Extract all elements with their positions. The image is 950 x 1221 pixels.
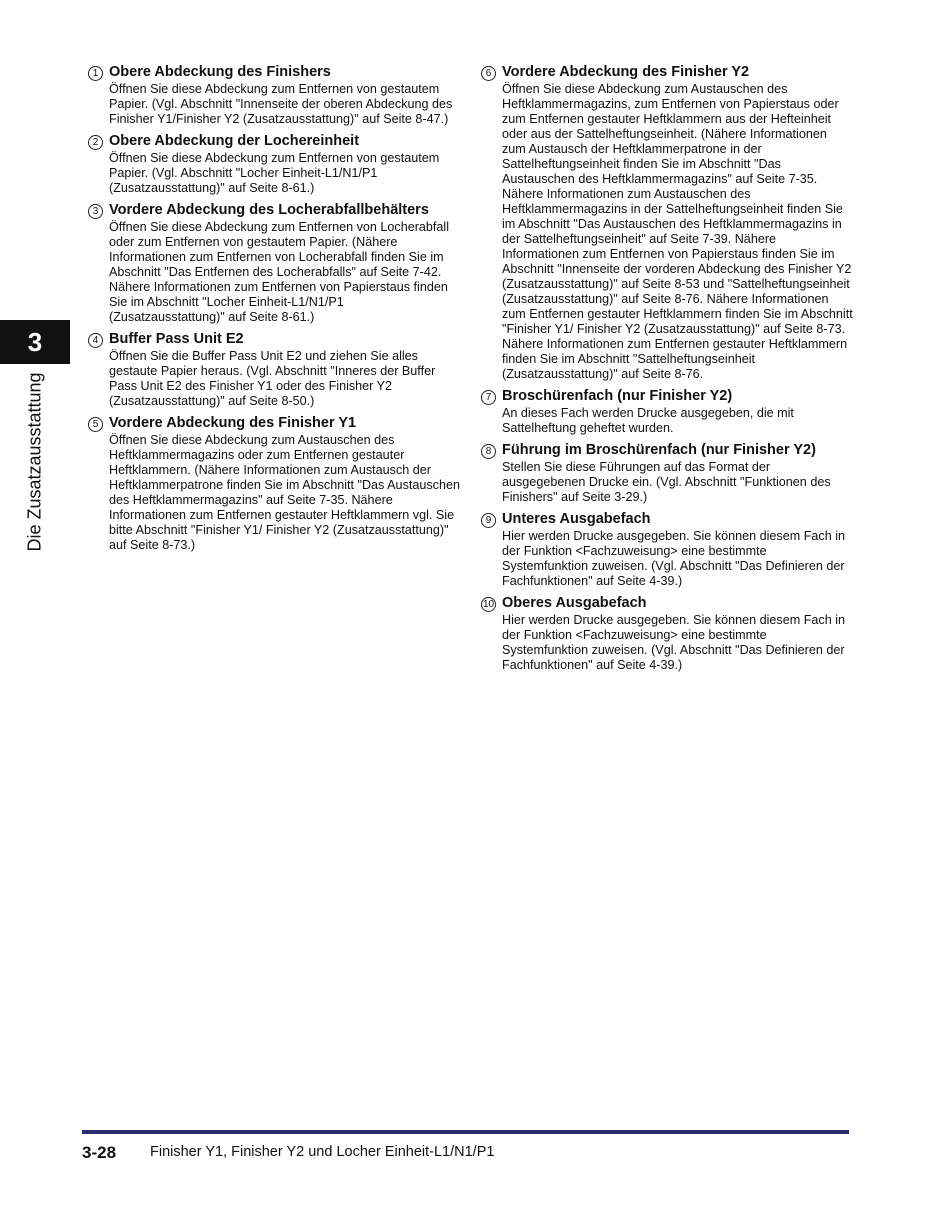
list-item	[481, 510, 853, 589]
list-item	[481, 63, 853, 382]
item-number-badge: 8	[481, 444, 496, 459]
item-number-badge: 10	[482, 599, 495, 610]
list-item	[88, 132, 460, 196]
list-item	[88, 201, 460, 325]
list-item	[88, 330, 460, 409]
item-description: Öffnen Sie diese Abdeckung zum Entfernen von gestautem Papier. (Vgl. Abschnitt "Locher Einheit-L1/N1/P1 (Zusatzausstattung)" auf Seite 8-61.)	[109, 151, 440, 195]
item-number-badge: 9	[481, 513, 496, 528]
item-description: Öffnen Sie die Buffer Pass Unit E2 und ziehen Sie alles gestaute Papier heraus. (Vgl. Abschnitt "Inneres der Buffer Pass Unit E2 des Finisher Y1 oder des Finisher Y2 (Zusatzausstattung)" auf Seite 8-50.)	[109, 349, 436, 408]
list-item	[88, 414, 460, 553]
page-number: 3-28	[82, 1143, 117, 1162]
right-column	[481, 63, 853, 678]
item-number-badge: 5	[88, 417, 103, 432]
list-item	[481, 594, 853, 673]
chapter-tab	[0, 320, 70, 364]
item-title: Vordere Abdeckung des Finisher Y2	[502, 64, 750, 80]
footer-divider	[82, 1130, 849, 1134]
item-title: Vordere Abdeckung des Finisher Y1	[109, 415, 357, 431]
item-number-badge: 7	[481, 390, 496, 405]
item-description: Öffnen Sie diese Abdeckung zum Entfernen von Locherabfall oder zum Entfernen von gestautem Papier. (Nähere Informationen zum Entfernen von Locherabfall finden Sie im Abschnitt "Das Entfernen des Locherabfalls" auf Seite 7-42. Nähere Informationen zum Entfernen von Papierstaus finden Sie im Abschnitt "Locher Einheit-L1/N1/P1 (Zusatzausstattung)" auf Seite 8-61.)	[109, 220, 450, 324]
item-title: Obere Abdeckung der Lochereinheit	[109, 133, 360, 149]
item-description: An dieses Fach werden Drucke ausgegeben, die mit Sattelheftung geheftet wurden.	[502, 406, 794, 435]
item-number-badge: 3	[88, 204, 103, 219]
list-item	[88, 63, 460, 127]
chapter-number: 3	[27, 326, 43, 357]
item-title: Vordere Abdeckung des Locherabfallbehälters	[109, 202, 429, 218]
list-item	[481, 441, 853, 505]
item-title: Broschürenfach (nur Finisher Y2)	[502, 388, 733, 404]
item-number-badge: 2	[88, 135, 103, 150]
item-description: Öffnen Sie diese Abdeckung zum Entfernen von gestautem Papier. (Vgl. Abschnitt "Innenseite der oberen Abdeckung des Finisher Y1/Finisher Y2 (Zusatzausstattung)" auf Seite 8-47.)	[109, 82, 453, 126]
item-number-badge: 1	[88, 66, 103, 81]
item-description: Öffnen Sie diese Abdeckung zum Austauschen des Heftklammermagazins oder zum Entfernen gestauter Heftklammern. (Nähere Informationen zum Austausch der Heftklammerpatrone finden Sie im Abschnitt "Das Austauschen des Heftklammermagazins" auf Seite 7-35. Nähere Informationen zum Entfernen gestauter Heftklammern vgl. Sie bitte Abschnitt "Finisher Y1/ Finisher Y2 (Zusatzausstattung)" auf Seite 8-73.)	[109, 433, 460, 552]
item-number-badge: 6	[481, 66, 496, 81]
item-description: Stellen Sie diese Führungen auf das Format der ausgegebenen Drucke ein. (Vgl. Abschnitt "Funktionen des Finishers" auf Seite 3-29.)	[502, 460, 831, 504]
item-title: Obere Abdeckung des Finishers	[109, 64, 331, 80]
chapter-side-text: Die Zusatzausstattung	[24, 372, 45, 552]
item-title: Unteres Ausgabefach	[502, 511, 651, 527]
item-number-badge: 4	[88, 333, 103, 348]
item-title: Führung im Broschürenfach (nur Finisher Y2)	[502, 442, 816, 458]
item-description: Hier werden Drucke ausgegeben. Sie können diesem Fach in der Funktion <Fachzuweisung> eine bestimmte Systemfunktion zuweisen. (Vgl. Abschnitt "Das Definieren der Fachfunktionen" auf Seite 4-39.)	[502, 613, 846, 672]
item-title: Buffer Pass Unit E2	[109, 331, 244, 347]
list-item	[481, 387, 853, 436]
left-column	[88, 63, 460, 558]
item-description: Öffnen Sie diese Abdeckung zum Austauschen des Heftklammermagazins, zum Entfernen von Papierstaus oder zum Entfernen gestauter Heftklammern aus der Hefteinheit oder aus der Sattelheftungseinheit. (Nähere Informationen zum Austausch der Heftklammerpatrone in der Sattelheftungseinheit finden Sie im Abschnitt "Das Austauschen des Heftklammermagazins" auf Seite 7-35. Nähere Informationen zum Austauschen des Heftklammermagazins in der Sattelheftungseinheit finden Sie im Abschnitt "Das Austauschen des Heftklammermagazins in der Sattelheftungseinheit" auf Seite 7-39. Nähere Informationen zum Entfernen von Papierstaus finden Sie im Abschnitt "Innenseite der vorderen Abdeckung des Finisher Y2 (Zusatzausstattung)" auf Seite 8-53 und "Sattelheftungseinheit (Zusatzausstattung)" auf Seite 8-76. Nähere Informationen zum Entfernen gestauter Heftklammern finden Sie im Abschnitt "Finisher Y1/ Finisher Y2 (Zusatzausstattung)" auf Seite 8-73. Nähere Informationen zum Entfernen gestauter Heftklammern finden Sie im Abschnitt "Sattelheftungseinheit (Zusatzausstattung)" auf Seite 8-76.	[502, 82, 853, 381]
item-description: Hier werden Drucke ausgegeben. Sie können diesem Fach in der Funktion <Fachzuweisung> eine bestimmte Systemfunktion zuweisen. (Vgl. Abschnitt "Das Definieren der Fachfunktionen" auf Seite 4-39.)	[502, 529, 846, 588]
item-title: Oberes Ausgabefach	[502, 595, 647, 611]
footer-title: Finisher Y1, Finisher Y2 und Locher Einheit-L1/N1/P1	[150, 1144, 495, 1160]
